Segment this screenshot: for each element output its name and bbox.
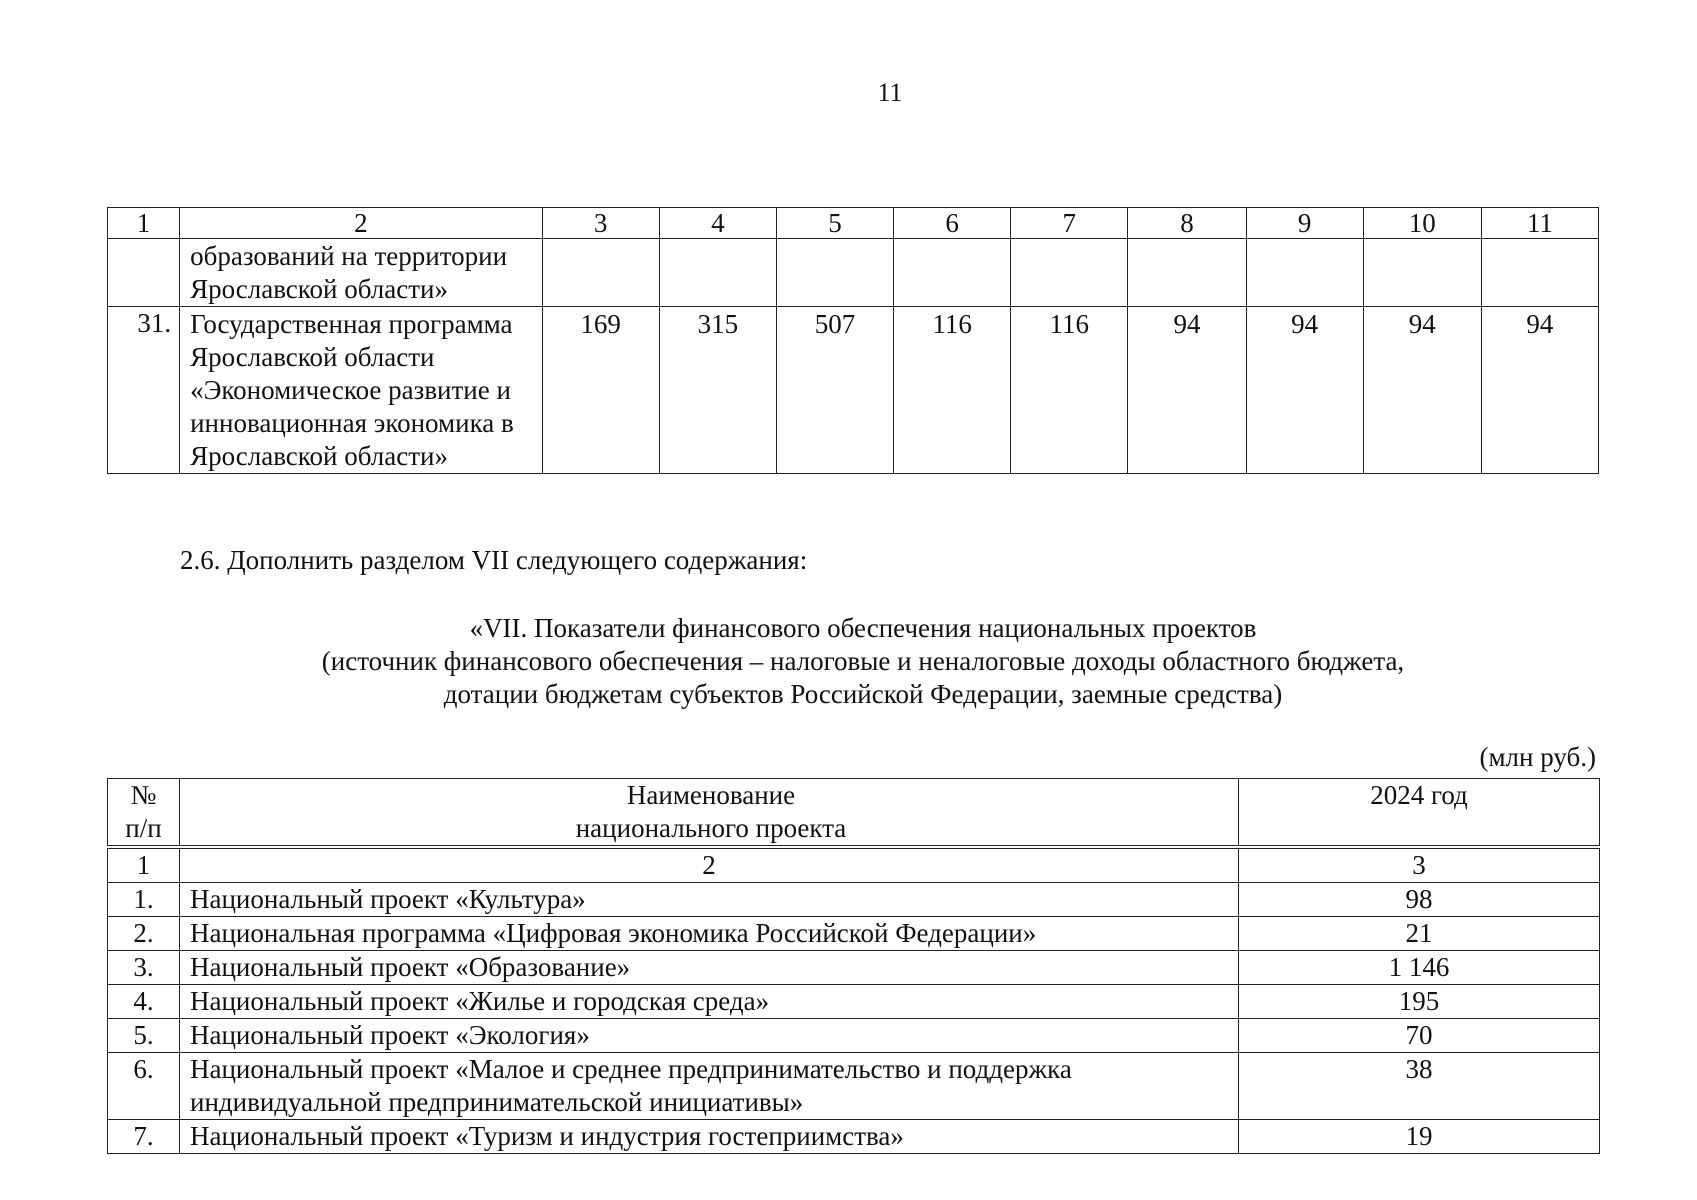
column-index-row — [108, 847, 1600, 883]
column-index-cell: 2 — [180, 208, 542, 239]
value-cell — [1246, 239, 1363, 307]
header-cell-name — [180, 779, 1239, 848]
column-index-cell: 4 — [659, 208, 776, 239]
table-row — [108, 1120, 1600, 1154]
column-index-cell: 10 — [1363, 208, 1481, 239]
column-index-cell: 9 — [1246, 208, 1363, 239]
amendment-paragraph: 2.6. Дополнить разделом VII следующего содержания: — [180, 545, 808, 575]
project-name-cell: Национальный проект «Образование» — [180, 951, 1239, 985]
row-number-cell: 2. — [108, 917, 180, 951]
program-name-cell: Государственная программа Ярославской области «Экономическое развитие и инновационная экономика в Ярославской области» — [180, 307, 542, 474]
value-cell — [1481, 239, 1598, 307]
value-cell — [776, 239, 893, 307]
header-text: Наименование — [626, 780, 796, 810]
column-index-cell: 1 — [108, 847, 180, 883]
table-row — [108, 307, 1599, 474]
table-row — [108, 1019, 1600, 1053]
section-title-line: дотации бюджетам субъектов Российской Федерации, заемные средства) — [443, 679, 1283, 709]
column-index-cell: 1 — [108, 208, 180, 239]
header-text: п/п — [125, 813, 162, 843]
value-cell — [542, 239, 659, 307]
column-index-cell: 3 — [542, 208, 659, 239]
program-name-cell: образований на территории Ярославской области» — [180, 239, 542, 307]
value-cell — [659, 239, 776, 307]
table-row — [108, 917, 1600, 951]
column-index-cell: 11 — [1481, 208, 1598, 239]
value-cell: 94 — [1363, 307, 1481, 474]
value-cell: 98 — [1239, 883, 1600, 917]
value-cell: 195 — [1239, 985, 1600, 1019]
value-cell: 94 — [1481, 307, 1598, 474]
project-name-cell: Национальный проект «Жилье и городская среда» — [180, 985, 1239, 1019]
column-index-cell: 2 — [180, 847, 1239, 883]
row-number-cell: 4. — [108, 985, 180, 1019]
table-row — [108, 1053, 1600, 1120]
value-cell: 70 — [1239, 1019, 1600, 1053]
table-row — [108, 239, 1599, 307]
row-number-cell: 31. — [108, 307, 180, 474]
table-row — [108, 883, 1600, 917]
column-index-cell: 8 — [1128, 208, 1246, 239]
page-number: 11 — [877, 78, 903, 107]
value-cell: 169 — [542, 307, 659, 474]
value-cell: 116 — [894, 307, 1011, 474]
row-number-cell: 5. — [108, 1019, 180, 1053]
column-index-cell: 3 — [1239, 847, 1600, 883]
row-number-cell: 1. — [108, 883, 180, 917]
value-cell: 19 — [1239, 1120, 1600, 1154]
table-row — [108, 985, 1600, 1019]
header-cell-number — [108, 779, 180, 848]
header-text: № — [130, 780, 157, 810]
column-index-cell: 7 — [1011, 208, 1128, 239]
value-cell — [894, 239, 1011, 307]
section-title — [0, 612, 1697, 711]
value-cell: 116 — [1011, 307, 1128, 474]
value-cell: 315 — [659, 307, 776, 474]
project-name-cell: Национальный проект «Культура» — [180, 883, 1239, 917]
value-cell — [1011, 239, 1128, 307]
section-title-line: (источник финансового обеспечения – налоговые и неналоговые доходы областного бюджета, — [321, 646, 1405, 676]
project-name-cell: Национальный проект «Экология» — [180, 1019, 1239, 1053]
header-text: национального проекта — [575, 813, 847, 843]
header-cell-year: 2024 год — [1239, 779, 1600, 848]
value-cell: 38 — [1239, 1053, 1600, 1120]
value-cell — [1363, 239, 1481, 307]
programs-table — [107, 207, 1599, 474]
column-index-cell: 5 — [776, 208, 893, 239]
column-index-cell: 6 — [894, 208, 1011, 239]
row-number-cell — [108, 239, 180, 307]
column-index-row — [108, 208, 1599, 239]
project-name-cell: Национальный проект «Туризм и индустрия гостеприимства» — [180, 1120, 1239, 1154]
value-cell: 94 — [1246, 307, 1363, 474]
row-number-cell: 3. — [108, 951, 180, 985]
project-name-cell: Национальная программа «Цифровая экономика Российской Федерации» — [180, 917, 1239, 951]
table-row — [108, 951, 1600, 985]
national-projects-table — [107, 778, 1600, 1154]
section-title-line: «VII. Показатели финансового обеспечения национальных проектов — [469, 613, 1257, 643]
value-cell: 1 146 — [1239, 951, 1600, 985]
unit-note: (млн руб.) — [1479, 742, 1596, 772]
row-number-cell: 7. — [108, 1120, 180, 1154]
value-cell: 21 — [1239, 917, 1600, 951]
row-number-cell: 6. — [108, 1053, 180, 1120]
project-name-cell: Национальный проект «Малое и среднее предпринимательство и поддержка индивидуальной предпринимательской инициативы» — [180, 1053, 1239, 1120]
table-header-row — [108, 779, 1600, 848]
value-cell: 507 — [776, 307, 893, 474]
value-cell: 94 — [1128, 307, 1246, 474]
value-cell — [1128, 239, 1246, 307]
